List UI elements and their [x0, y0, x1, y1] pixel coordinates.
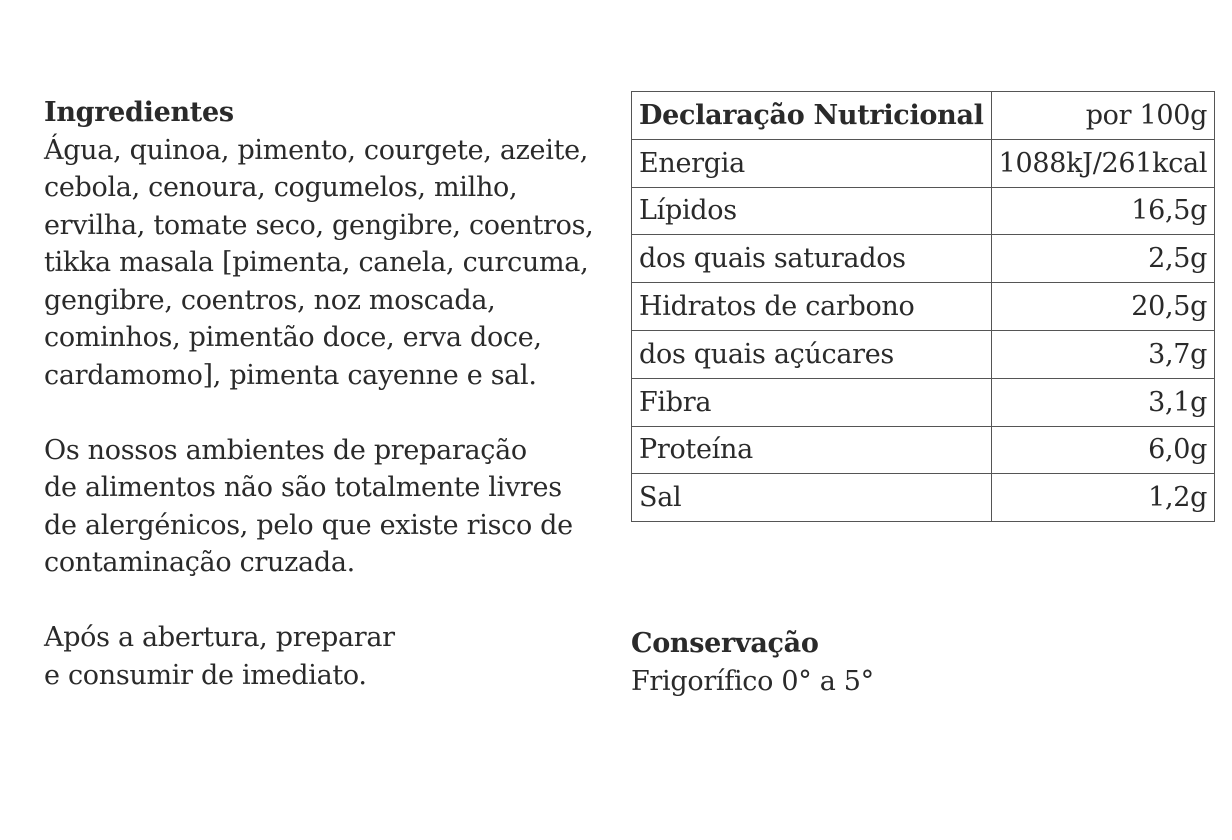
nutrition-row-fibre [632, 378, 1215, 426]
nutrient-label: Sal [632, 474, 992, 522]
paragraph-spacer [44, 394, 604, 432]
conservation-heading: Conservação [631, 628, 819, 659]
nutrient-value: 1088kJ/261kcal [991, 139, 1215, 187]
nutrient-value: 6,0g [991, 426, 1215, 474]
nutrient-value: 3,7g [991, 330, 1215, 378]
nutrition-table [631, 91, 1215, 522]
left-column [44, 94, 604, 694]
nutrition-row-protein [632, 426, 1215, 474]
nutrient-label: Hidratos de carbono [632, 283, 992, 331]
nutrition-row-fat [632, 187, 1215, 235]
nutrient-label: dos quais saturados [632, 235, 992, 283]
ingredients-line: cominhos, pimentão doce, erva doce, [44, 322, 542, 353]
allergen-notice-line: de alergénicos, pelo que existe risco de [44, 509, 573, 541]
nutrition-row-salt [632, 474, 1215, 522]
nutrient-value: 20,5g [991, 283, 1215, 331]
ingredients-heading: Ingredientes [44, 97, 234, 128]
allergen-notice-line: Os nossos ambientes de preparação [44, 434, 527, 466]
nutrient-label: Fibra [632, 378, 992, 426]
nutrition-row-sugars [632, 330, 1215, 378]
nutrient-label: Energia [632, 139, 992, 187]
ingredients-line: gengibre, coentros, noz moscada, [44, 284, 496, 316]
opening-notice [44, 619, 604, 694]
allergen-notice-line: de alimentos não são totalmente livres [44, 472, 562, 503]
ingredients-section [44, 94, 604, 394]
ingredients-line: tikka masala [pimenta, canela, curcuma, [44, 247, 589, 278]
opening-notice-line: e consumir de imediato. [44, 659, 367, 691]
nutrient-label: Lípidos [632, 187, 992, 235]
nutrition-row-carbohydrates [632, 283, 1215, 331]
conservation-text: Frigorífico 0° a 5° [631, 665, 874, 697]
allergen-notice [44, 432, 604, 582]
nutrient-value: 1,2g [991, 474, 1215, 522]
paragraph-spacer [44, 582, 604, 620]
nutrition-header-label: Declaração Nutricional [632, 92, 992, 140]
nutrient-value: 3,1g [991, 378, 1215, 426]
nutrition-row-saturated-fat [632, 235, 1215, 283]
opening-notice-line: Após a abertura, preparar [44, 622, 395, 653]
nutrition-header-row [632, 92, 1215, 140]
conservation-section [631, 625, 874, 700]
ingredients-line: Água, quinoa, pimento, courgete, azeite, [44, 134, 589, 166]
allergen-notice-line: contaminação cruzada. [44, 547, 355, 578]
ingredients-line: cardamomo], pimenta cayenne e sal. [44, 359, 537, 391]
nutrition-header-value: por 100g [991, 92, 1215, 140]
nutrient-value: 16,5g [991, 187, 1215, 235]
ingredients-line: cebola, cenoura, cogumelos, milho, [44, 172, 518, 203]
nutrient-label: Proteína [632, 426, 992, 474]
nutrition-row-energy [632, 139, 1215, 187]
nutrient-value: 2,5g [991, 235, 1215, 283]
ingredients-line: ervilha, tomate seco, gengibre, coentros, [44, 209, 594, 241]
nutrient-label: dos quais açúcares [632, 330, 992, 378]
